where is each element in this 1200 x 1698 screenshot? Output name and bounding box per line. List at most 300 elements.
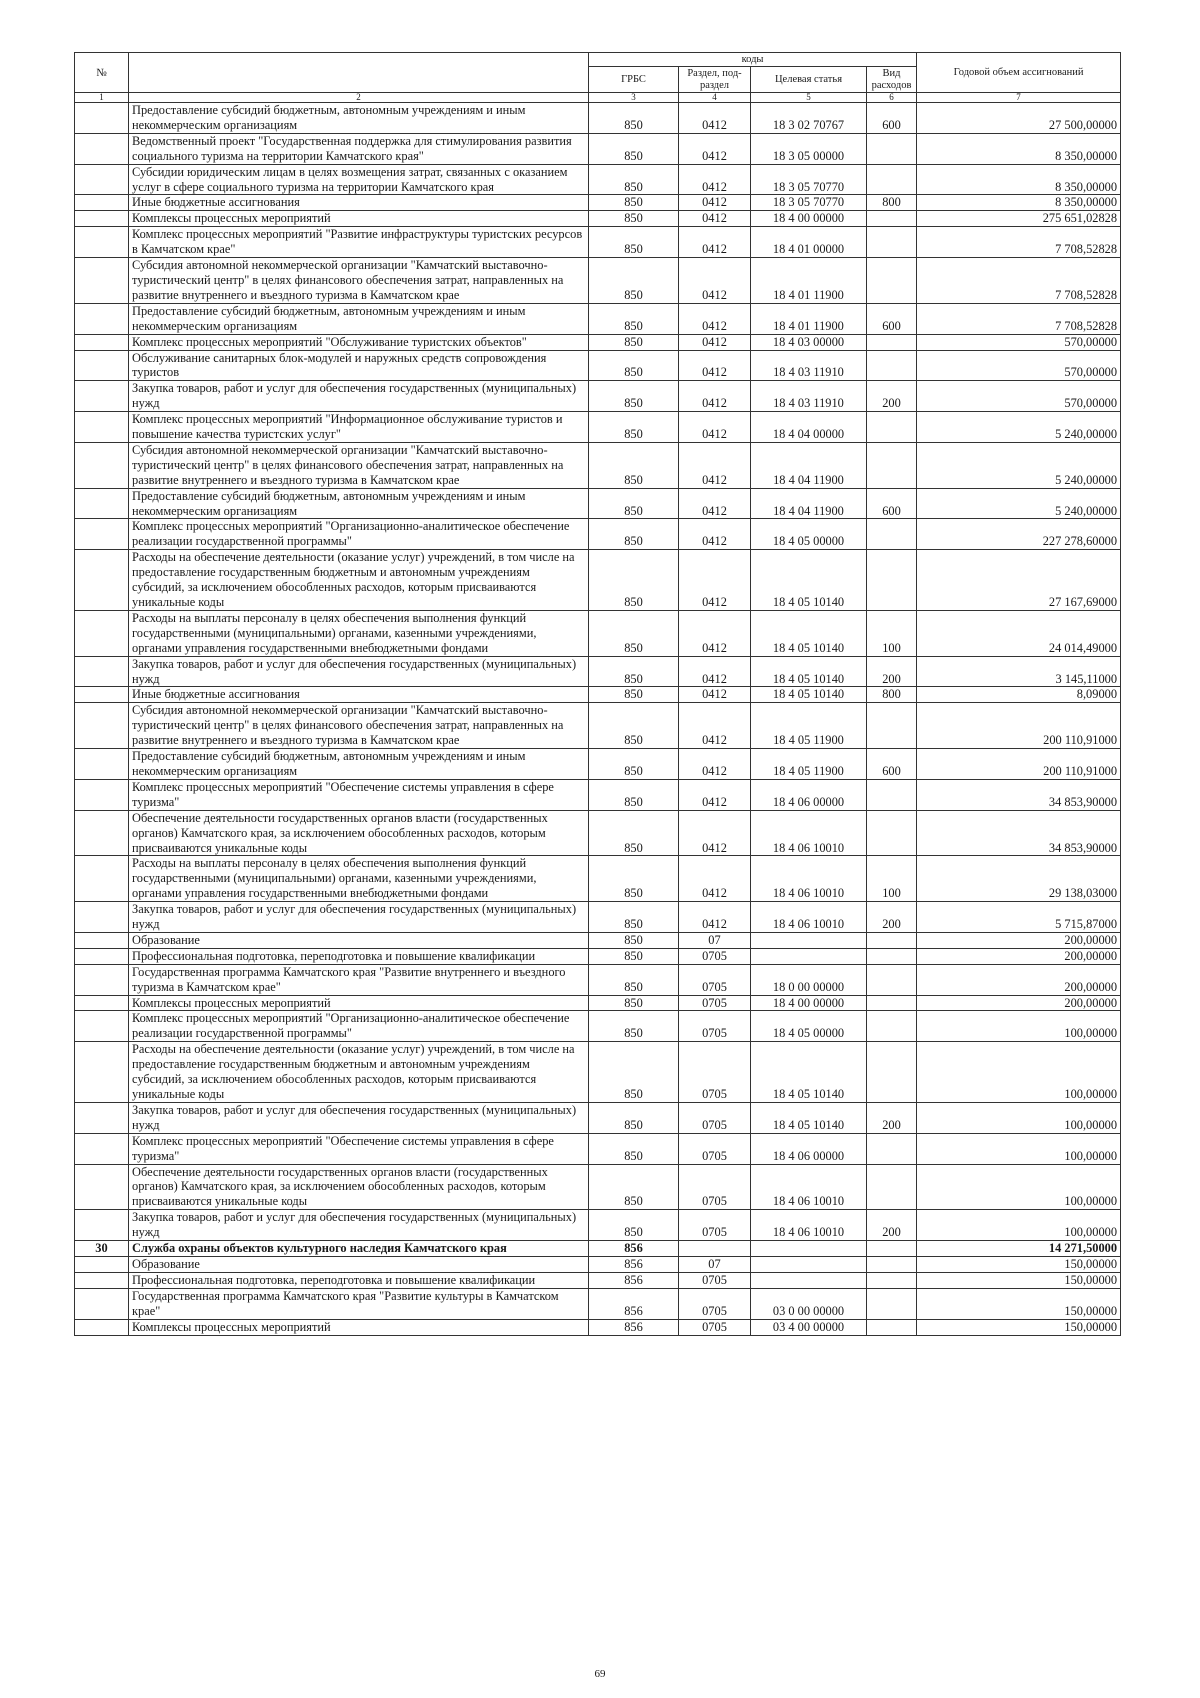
- row-name: Профессиональная подготовка, переподготовка и повышение квалификации: [129, 948, 589, 964]
- row-target: 18 4 05 10140: [751, 550, 867, 611]
- row-grbs: 850: [589, 350, 679, 381]
- budget-table: [74, 52, 1121, 1336]
- table-row: [75, 195, 1121, 211]
- row-target: 18 4 06 10010: [751, 810, 867, 856]
- row-number: [75, 779, 129, 810]
- row-section: 0705: [679, 1272, 751, 1288]
- table-body: [75, 103, 1121, 1336]
- row-name: Профессиональная подготовка, переподготовка и повышение квалификации: [129, 1272, 589, 1288]
- row-name: Образование: [129, 932, 589, 948]
- column-number: 4: [679, 93, 751, 103]
- row-name: Комплекс процессных мероприятий "Развитие инфраструктуры туристских ресурсов в Камчатском крае": [129, 227, 589, 258]
- row-type: [867, 1256, 917, 1272]
- row-type: [867, 442, 917, 488]
- row-name: Субсидия автономной некоммерческой организации "Камчатский выставочно-туристический центр" в целях финансового обеспечения затрат, направленных на развитие внутреннего и въездного туризма в Камчатском крае: [129, 442, 589, 488]
- row-section: 0412: [679, 703, 751, 749]
- row-type: [867, 550, 917, 611]
- row-section: 0412: [679, 303, 751, 334]
- row-section: 0412: [679, 211, 751, 227]
- row-section: 0412: [679, 779, 751, 810]
- row-amount: 3 145,11000: [917, 656, 1121, 687]
- row-number: [75, 995, 129, 1011]
- row-number: [75, 412, 129, 443]
- row-grbs: 850: [589, 1164, 679, 1210]
- row-grbs: 850: [589, 334, 679, 350]
- row-amount: 29 138,03000: [917, 856, 1121, 902]
- row-number: [75, 610, 129, 656]
- table-row: [75, 902, 1121, 933]
- row-section: 0412: [679, 164, 751, 195]
- row-section: 0412: [679, 488, 751, 519]
- row-grbs: 850: [589, 779, 679, 810]
- row-type: [867, 1011, 917, 1042]
- row-grbs: 850: [589, 995, 679, 1011]
- row-number: [75, 133, 129, 164]
- row-target: 18 4 05 00000: [751, 1011, 867, 1042]
- table-row: [75, 350, 1121, 381]
- row-name: Обеспечение деятельности государственных органов власти (государственных органов) Камчатского края, за исключением обособленных расходов, которым присваиваются уникальные коды: [129, 810, 589, 856]
- row-grbs: 850: [589, 381, 679, 412]
- row-amount: 100,00000: [917, 1042, 1121, 1103]
- table-row: [75, 1164, 1121, 1210]
- page-number: 69: [594, 1668, 606, 1680]
- row-name: Комплекс процессных мероприятий "Организационно-аналитическое обеспечение реализации государственной программы": [129, 519, 589, 550]
- row-amount: 100,00000: [917, 1011, 1121, 1042]
- table-row: [75, 1319, 1121, 1335]
- table-row: [75, 258, 1121, 304]
- column-number: 6: [867, 93, 917, 103]
- row-section: 0412: [679, 227, 751, 258]
- row-type: [867, 1133, 917, 1164]
- table-row: [75, 442, 1121, 488]
- row-number: [75, 258, 129, 304]
- row-section: 0412: [679, 412, 751, 443]
- row-number: [75, 1011, 129, 1042]
- row-grbs: 850: [589, 856, 679, 902]
- row-grbs: 850: [589, 687, 679, 703]
- row-number: [75, 1256, 129, 1272]
- row-section: 07: [679, 932, 751, 948]
- row-grbs: 850: [589, 948, 679, 964]
- header-section: Раздел, под-раздел: [679, 67, 751, 93]
- row-grbs: 850: [589, 550, 679, 611]
- row-type: 100: [867, 610, 917, 656]
- header-codes: коды: [589, 53, 917, 67]
- row-number: [75, 1288, 129, 1319]
- row-target: [751, 948, 867, 964]
- header-name: [129, 53, 589, 93]
- row-name: Субсидия автономной некоммерческой организации "Камчатский выставочно-туристический центр" в целях финансового обеспечения затрат, направленных на развитие внутреннего и въездного туризма в Камчатском крае: [129, 703, 589, 749]
- row-amount: 570,00000: [917, 334, 1121, 350]
- row-type: [867, 1164, 917, 1210]
- row-section: 0705: [679, 1288, 751, 1319]
- row-type: 200: [867, 381, 917, 412]
- row-type: [867, 995, 917, 1011]
- row-type: [867, 964, 917, 995]
- row-type: [867, 1272, 917, 1288]
- row-name: Ведомственный проект "Государственная поддержка для стимулирования развития социального туризма на территории Камчатского края": [129, 133, 589, 164]
- row-amount: 8 350,00000: [917, 195, 1121, 211]
- table-row: [75, 1210, 1121, 1241]
- row-grbs: 850: [589, 1210, 679, 1241]
- table-row: [75, 749, 1121, 780]
- row-number: [75, 442, 129, 488]
- row-grbs: 850: [589, 902, 679, 933]
- row-type: [867, 810, 917, 856]
- row-target: [751, 1256, 867, 1272]
- row-grbs: 850: [589, 103, 679, 134]
- row-target: 18 4 05 10140: [751, 1102, 867, 1133]
- row-grbs: 850: [589, 1011, 679, 1042]
- table-row: [75, 1011, 1121, 1042]
- row-grbs: 850: [589, 195, 679, 211]
- row-grbs: 850: [589, 488, 679, 519]
- row-grbs: 856: [589, 1241, 679, 1257]
- row-section: 0412: [679, 350, 751, 381]
- row-number: [75, 1210, 129, 1241]
- row-section: 0412: [679, 381, 751, 412]
- row-name: Комплексы процессных мероприятий: [129, 995, 589, 1011]
- row-section: 0412: [679, 258, 751, 304]
- row-amount: 150,00000: [917, 1256, 1121, 1272]
- row-grbs: 850: [589, 258, 679, 304]
- row-grbs: 850: [589, 211, 679, 227]
- row-amount: 8,09000: [917, 687, 1121, 703]
- row-grbs: 850: [589, 227, 679, 258]
- row-grbs: 856: [589, 1272, 679, 1288]
- header-grbs: ГРБС: [589, 67, 679, 93]
- row-amount: 200,00000: [917, 964, 1121, 995]
- row-section: 0412: [679, 749, 751, 780]
- row-type: [867, 334, 917, 350]
- row-amount: 200,00000: [917, 932, 1121, 948]
- row-name: Комплексы процессных мероприятий: [129, 1319, 589, 1335]
- row-grbs: 850: [589, 610, 679, 656]
- row-number: [75, 519, 129, 550]
- row-number: 30: [75, 1241, 129, 1257]
- table-row: [75, 133, 1121, 164]
- row-type: [867, 948, 917, 964]
- row-grbs: 850: [589, 932, 679, 948]
- row-section: 0412: [679, 133, 751, 164]
- row-type: [867, 164, 917, 195]
- row-type: 600: [867, 303, 917, 334]
- row-amount: 150,00000: [917, 1319, 1121, 1335]
- row-name: Закупка товаров, работ и услуг для обеспечения государственных (муниципальных) нужд: [129, 1210, 589, 1241]
- row-number: [75, 1272, 129, 1288]
- row-number: [75, 902, 129, 933]
- row-number: [75, 303, 129, 334]
- row-target: 18 4 06 10010: [751, 1164, 867, 1210]
- row-grbs: 850: [589, 1133, 679, 1164]
- row-section: 07: [679, 1256, 751, 1272]
- header-amount: Годовой объем ассигнований: [917, 53, 1121, 93]
- row-section: 0412: [679, 656, 751, 687]
- row-number: [75, 703, 129, 749]
- row-type: 200: [867, 1210, 917, 1241]
- row-grbs: 850: [589, 303, 679, 334]
- row-amount: 5 240,00000: [917, 412, 1121, 443]
- row-name: Комплекс процессных мероприятий "Организационно-аналитическое обеспечение реализации государственной программы": [129, 1011, 589, 1042]
- column-number: 7: [917, 93, 1121, 103]
- table-row: [75, 995, 1121, 1011]
- row-name: Предоставление субсидий бюджетным, автономным учреждениям и иным некоммерческим организациям: [129, 103, 589, 134]
- row-target: 18 4 03 11910: [751, 350, 867, 381]
- row-section: 0705: [679, 995, 751, 1011]
- table-row: [75, 1102, 1121, 1133]
- column-number: 1: [75, 93, 129, 103]
- row-number: [75, 195, 129, 211]
- row-number: [75, 948, 129, 964]
- row-type: [867, 133, 917, 164]
- row-section: 0412: [679, 687, 751, 703]
- row-amount: 5 240,00000: [917, 488, 1121, 519]
- row-grbs: 850: [589, 1102, 679, 1133]
- row-section: 0412: [679, 810, 751, 856]
- row-name: Предоставление субсидий бюджетным, автономным учреждениям и иным некоммерческим организациям: [129, 749, 589, 780]
- row-name: Комплекс процессных мероприятий "Обеспечение системы управления в сфере туризма": [129, 779, 589, 810]
- header-target: Целевая статья: [751, 67, 867, 93]
- row-name: Расходы на обеспечение деятельности (оказание услуг) учреждений, в том числе на предоставление государственным бюджетным и автономным учреждениям субсидий, за исключением обособленных расходов, которым присваиваются уникальные коды: [129, 550, 589, 611]
- table-row: [75, 932, 1121, 948]
- row-section: 0705: [679, 1210, 751, 1241]
- row-type: 100: [867, 856, 917, 902]
- row-section: 0412: [679, 195, 751, 211]
- row-amount: 200 110,91000: [917, 749, 1121, 780]
- row-number: [75, 103, 129, 134]
- row-amount: 5 715,87000: [917, 902, 1121, 933]
- row-number: [75, 932, 129, 948]
- row-target: 18 4 00 00000: [751, 995, 867, 1011]
- header-type: Вид расходов: [867, 67, 917, 93]
- row-section: 0705: [679, 1042, 751, 1103]
- row-name: Иные бюджетные ассигнования: [129, 687, 589, 703]
- row-grbs: 850: [589, 442, 679, 488]
- row-amount: 150,00000: [917, 1288, 1121, 1319]
- row-grbs: 850: [589, 964, 679, 995]
- row-target: 18 4 05 10140: [751, 687, 867, 703]
- row-target: 18 0 00 00000: [751, 964, 867, 995]
- row-amount: 200,00000: [917, 948, 1121, 964]
- row-amount: 27 167,69000: [917, 550, 1121, 611]
- row-number: [75, 964, 129, 995]
- table-row: [75, 103, 1121, 134]
- row-name: Комплекс процессных мероприятий "Обеспечение системы управления в сфере туризма": [129, 1133, 589, 1164]
- row-name: Государственная программа Камчатского края "Развитие внутреннего и въездного туризма в Камчатском крае": [129, 964, 589, 995]
- row-target: 18 4 01 00000: [751, 227, 867, 258]
- row-number: [75, 1133, 129, 1164]
- table-row: [75, 703, 1121, 749]
- row-amount: 14 271,50000: [917, 1241, 1121, 1257]
- table-row: [75, 610, 1121, 656]
- row-amount: 24 014,49000: [917, 610, 1121, 656]
- row-amount: 100,00000: [917, 1102, 1121, 1133]
- table-row: [75, 519, 1121, 550]
- row-grbs: 850: [589, 1042, 679, 1103]
- column-number: 5: [751, 93, 867, 103]
- row-amount: 34 853,90000: [917, 779, 1121, 810]
- row-target: 18 4 00 00000: [751, 211, 867, 227]
- row-target: 18 4 06 10010: [751, 1210, 867, 1241]
- row-type: 600: [867, 488, 917, 519]
- row-target: 18 4 01 11900: [751, 258, 867, 304]
- table-row: [75, 303, 1121, 334]
- row-type: [867, 350, 917, 381]
- row-number: [75, 164, 129, 195]
- row-number: [75, 227, 129, 258]
- column-number: 2: [129, 93, 589, 103]
- row-number: [75, 334, 129, 350]
- row-number: [75, 1164, 129, 1210]
- row-type: 200: [867, 656, 917, 687]
- row-name: Обслуживание санитарных блок-модулей и наружных средств сопровождения туристов: [129, 350, 589, 381]
- row-target: 18 3 05 00000: [751, 133, 867, 164]
- row-amount: 200,00000: [917, 995, 1121, 1011]
- row-grbs: 850: [589, 656, 679, 687]
- row-type: [867, 932, 917, 948]
- row-target: 18 4 05 10140: [751, 656, 867, 687]
- row-grbs: 850: [589, 133, 679, 164]
- row-number: [75, 550, 129, 611]
- row-target: 18 4 06 10010: [751, 856, 867, 902]
- row-amount: 150,00000: [917, 1272, 1121, 1288]
- row-type: [867, 1042, 917, 1103]
- row-number: [75, 1102, 129, 1133]
- row-target: 18 4 06 10010: [751, 902, 867, 933]
- row-target: 18 4 01 11900: [751, 303, 867, 334]
- row-grbs: 850: [589, 703, 679, 749]
- row-number: [75, 488, 129, 519]
- row-target: 03 0 00 00000: [751, 1288, 867, 1319]
- row-number: [75, 656, 129, 687]
- table-row: [75, 1241, 1121, 1257]
- row-number: [75, 350, 129, 381]
- row-section: 0705: [679, 1011, 751, 1042]
- row-section: 0705: [679, 964, 751, 995]
- row-amount: 570,00000: [917, 350, 1121, 381]
- row-name: Закупка товаров, работ и услуг для обеспечения государственных (муниципальных) нужд: [129, 381, 589, 412]
- row-section: 0705: [679, 1164, 751, 1210]
- row-target: 18 4 04 11900: [751, 488, 867, 519]
- table-row: [75, 412, 1121, 443]
- row-amount: 227 278,60000: [917, 519, 1121, 550]
- row-target: 18 3 05 70770: [751, 195, 867, 211]
- row-number: [75, 856, 129, 902]
- table-row: [75, 227, 1121, 258]
- row-section: 0412: [679, 902, 751, 933]
- column-number: 3: [589, 93, 679, 103]
- row-section: 0412: [679, 442, 751, 488]
- row-target: [751, 1272, 867, 1288]
- row-amount: 7 708,52828: [917, 258, 1121, 304]
- row-name: Иные бюджетные ассигнования: [129, 195, 589, 211]
- row-name: Предоставление субсидий бюджетным, автономным учреждениям и иным некоммерческим организациям: [129, 488, 589, 519]
- row-name: Расходы на выплаты персоналу в целях обеспечения выполнения функций государственными (муниципальными) органами, казенными учреждениями, органами управления государственными внебюджетными фондами: [129, 856, 589, 902]
- row-grbs: 856: [589, 1256, 679, 1272]
- row-type: 200: [867, 902, 917, 933]
- table-row: [75, 779, 1121, 810]
- row-grbs: 850: [589, 164, 679, 195]
- row-target: 18 3 02 70767: [751, 103, 867, 134]
- table-row: [75, 1256, 1121, 1272]
- row-target: 18 4 05 11900: [751, 703, 867, 749]
- row-name: Образование: [129, 1256, 589, 1272]
- row-grbs: 850: [589, 519, 679, 550]
- row-number: [75, 1319, 129, 1335]
- row-amount: 27 500,00000: [917, 103, 1121, 134]
- row-type: 600: [867, 749, 917, 780]
- row-number: [75, 687, 129, 703]
- row-name: Закупка товаров, работ и услуг для обеспечения государственных (муниципальных) нужд: [129, 656, 589, 687]
- row-amount: 570,00000: [917, 381, 1121, 412]
- row-type: [867, 258, 917, 304]
- row-grbs: 850: [589, 810, 679, 856]
- row-number: [75, 1042, 129, 1103]
- table-row: [75, 488, 1121, 519]
- row-section: 0412: [679, 856, 751, 902]
- row-amount: 100,00000: [917, 1164, 1121, 1210]
- row-amount: 7 708,52828: [917, 227, 1121, 258]
- row-target: 18 4 06 00000: [751, 1133, 867, 1164]
- row-grbs: 850: [589, 749, 679, 780]
- row-name: Комплекс процессных мероприятий "Обслуживание туристских объектов": [129, 334, 589, 350]
- row-section: 0412: [679, 334, 751, 350]
- row-grbs: 850: [589, 412, 679, 443]
- row-target: 18 4 04 00000: [751, 412, 867, 443]
- row-target: 18 4 03 00000: [751, 334, 867, 350]
- table-row: [75, 856, 1121, 902]
- table-row: [75, 164, 1121, 195]
- row-name: Расходы на выплаты персоналу в целях обеспечения выполнения функций государственными (муниципальными) органами, казенными учреждениями, органами управления государственными внебюджетными фондами: [129, 610, 589, 656]
- row-type: 800: [867, 195, 917, 211]
- row-grbs: 856: [589, 1319, 679, 1335]
- table-row: [75, 687, 1121, 703]
- table-row: [75, 334, 1121, 350]
- table-row: [75, 948, 1121, 964]
- row-section: 0705: [679, 1102, 751, 1133]
- row-amount: 275 651,02828: [917, 211, 1121, 227]
- row-type: [867, 211, 917, 227]
- row-target: 03 4 00 00000: [751, 1319, 867, 1335]
- row-section: 0705: [679, 1133, 751, 1164]
- row-name: Субсидия автономной некоммерческой организации "Камчатский выставочно-туристический центр" в целях финансового обеспечения затрат, направленных на развитие внутреннего и въездного туризма в Камчатском крае: [129, 258, 589, 304]
- table-row: [75, 550, 1121, 611]
- row-name: Комплекс процессных мероприятий "Информационное обслуживание туристов и повышение качества туристских услуг": [129, 412, 589, 443]
- row-target: 18 4 06 00000: [751, 779, 867, 810]
- table-row: [75, 381, 1121, 412]
- row-name: Закупка товаров, работ и услуг для обеспечения государственных (муниципальных) нужд: [129, 1102, 589, 1133]
- row-number: [75, 749, 129, 780]
- row-section: 0412: [679, 550, 751, 611]
- row-section: 0412: [679, 103, 751, 134]
- row-number: [75, 810, 129, 856]
- row-section: 0412: [679, 610, 751, 656]
- row-target: 18 4 04 11900: [751, 442, 867, 488]
- row-name: Предоставление субсидий бюджетным, автономным учреждениям и иным некоммерческим организациям: [129, 303, 589, 334]
- row-target: 18 4 05 00000: [751, 519, 867, 550]
- table-row: [75, 211, 1121, 227]
- table-row: [75, 1042, 1121, 1103]
- row-section: [679, 1241, 751, 1257]
- row-amount: 100,00000: [917, 1133, 1121, 1164]
- row-type: [867, 412, 917, 443]
- row-type: [867, 1288, 917, 1319]
- table-row: [75, 1133, 1121, 1164]
- row-target: 18 4 05 10140: [751, 610, 867, 656]
- table-row: [75, 656, 1121, 687]
- table-row: [75, 1272, 1121, 1288]
- row-amount: 34 853,90000: [917, 810, 1121, 856]
